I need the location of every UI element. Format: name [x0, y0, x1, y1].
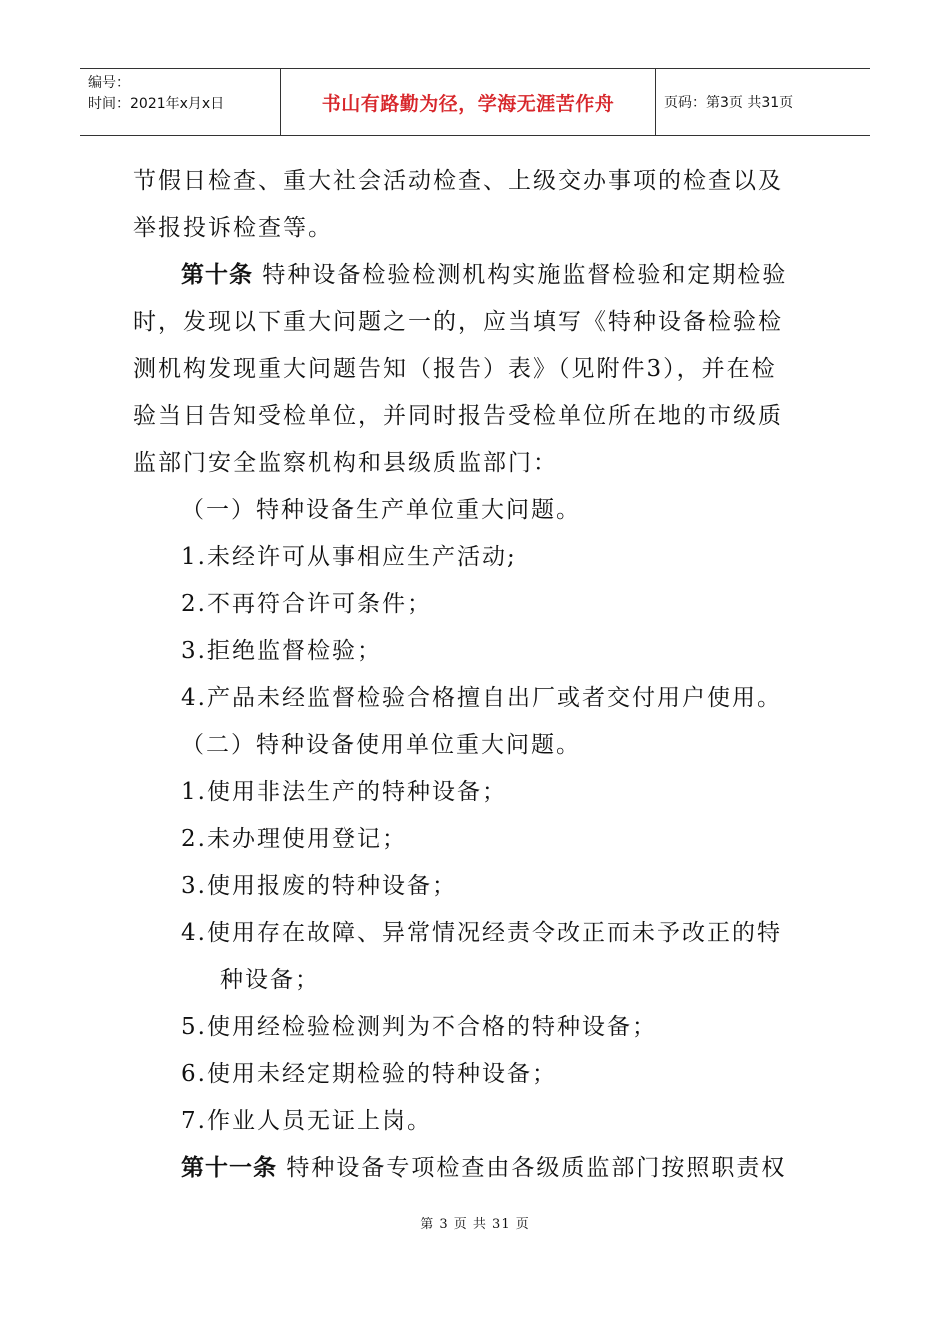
article-11-first-line — [133, 1145, 833, 1192]
document-number-label: 编号： — [88, 75, 130, 91]
paragraph-line: 测机构发现重大问题告知（报告）表》（见附件3），并在检 — [133, 356, 777, 382]
header-page-info: 页码：第3页 共31页 — [664, 95, 794, 111]
list-item: 2.不再符合许可条件； — [181, 591, 432, 617]
list-item: 6.使用未经定期检验的特种设备； — [181, 1061, 557, 1087]
document-date: 时间：2021年x月x日 — [88, 96, 225, 112]
section-1-heading: （一）特种设备生产单位重大问题。 — [181, 497, 581, 523]
paragraph-line: 验当日告知受检单位，并同时报告受检单位所在地的市级质 — [133, 403, 783, 429]
article-11-title: 第十一条 — [181, 1155, 277, 1181]
list-item: 4.使用存在故障、异常情况经责令改正而未予改正的特 — [181, 920, 782, 946]
article-10-text: 特种设备检验检测机构实施监督检验和定期检验 — [262, 262, 788, 288]
list-item: 1.使用非法生产的特种设备； — [181, 779, 507, 805]
header-meta — [80, 69, 281, 135]
document-body — [133, 158, 833, 1192]
list-item: 3.拒绝监督检验； — [181, 638, 382, 664]
page-footer: 第 3 页 共 31 页 — [420, 1217, 530, 1232]
paragraph-line: 监部门安全监察机构和县级质监部门： — [133, 450, 558, 476]
list-item-continuation: 种设备； — [220, 967, 320, 993]
page-header — [80, 68, 870, 136]
list-item: 7.作业人员无证上岗。 — [181, 1108, 432, 1134]
section-2-heading: （二）特种设备使用单位重大问题。 — [181, 732, 581, 758]
header-motto: 书山有路勤为径，学海无涯苦作舟 — [281, 69, 656, 135]
paragraph-line: 时，发现以下重大问题之一的，应当填写《特种设备检验检 — [133, 309, 783, 335]
paragraph-line: 节假日检查、重大社会活动检查、上级交办事项的检查以及 — [133, 168, 783, 194]
list-item: 4.产品未经监督检验合格擅自出厂或者交付用户使用。 — [181, 685, 782, 711]
article-10-first-line — [133, 252, 833, 299]
list-item: 3.使用报废的特种设备； — [181, 873, 457, 899]
article-10-title: 第十条 — [181, 262, 253, 288]
list-item: 5.使用经检验检测判为不合格的特种设备； — [181, 1014, 657, 1040]
list-item: 1.未经许可从事相应生产活动; — [181, 544, 517, 570]
paragraph-line: 举报投诉检查等。 — [133, 215, 333, 241]
list-item: 2.未办理使用登记； — [181, 826, 407, 852]
article-11-text: 特种设备专项检查由各级质监部门按照职责权 — [286, 1155, 787, 1181]
